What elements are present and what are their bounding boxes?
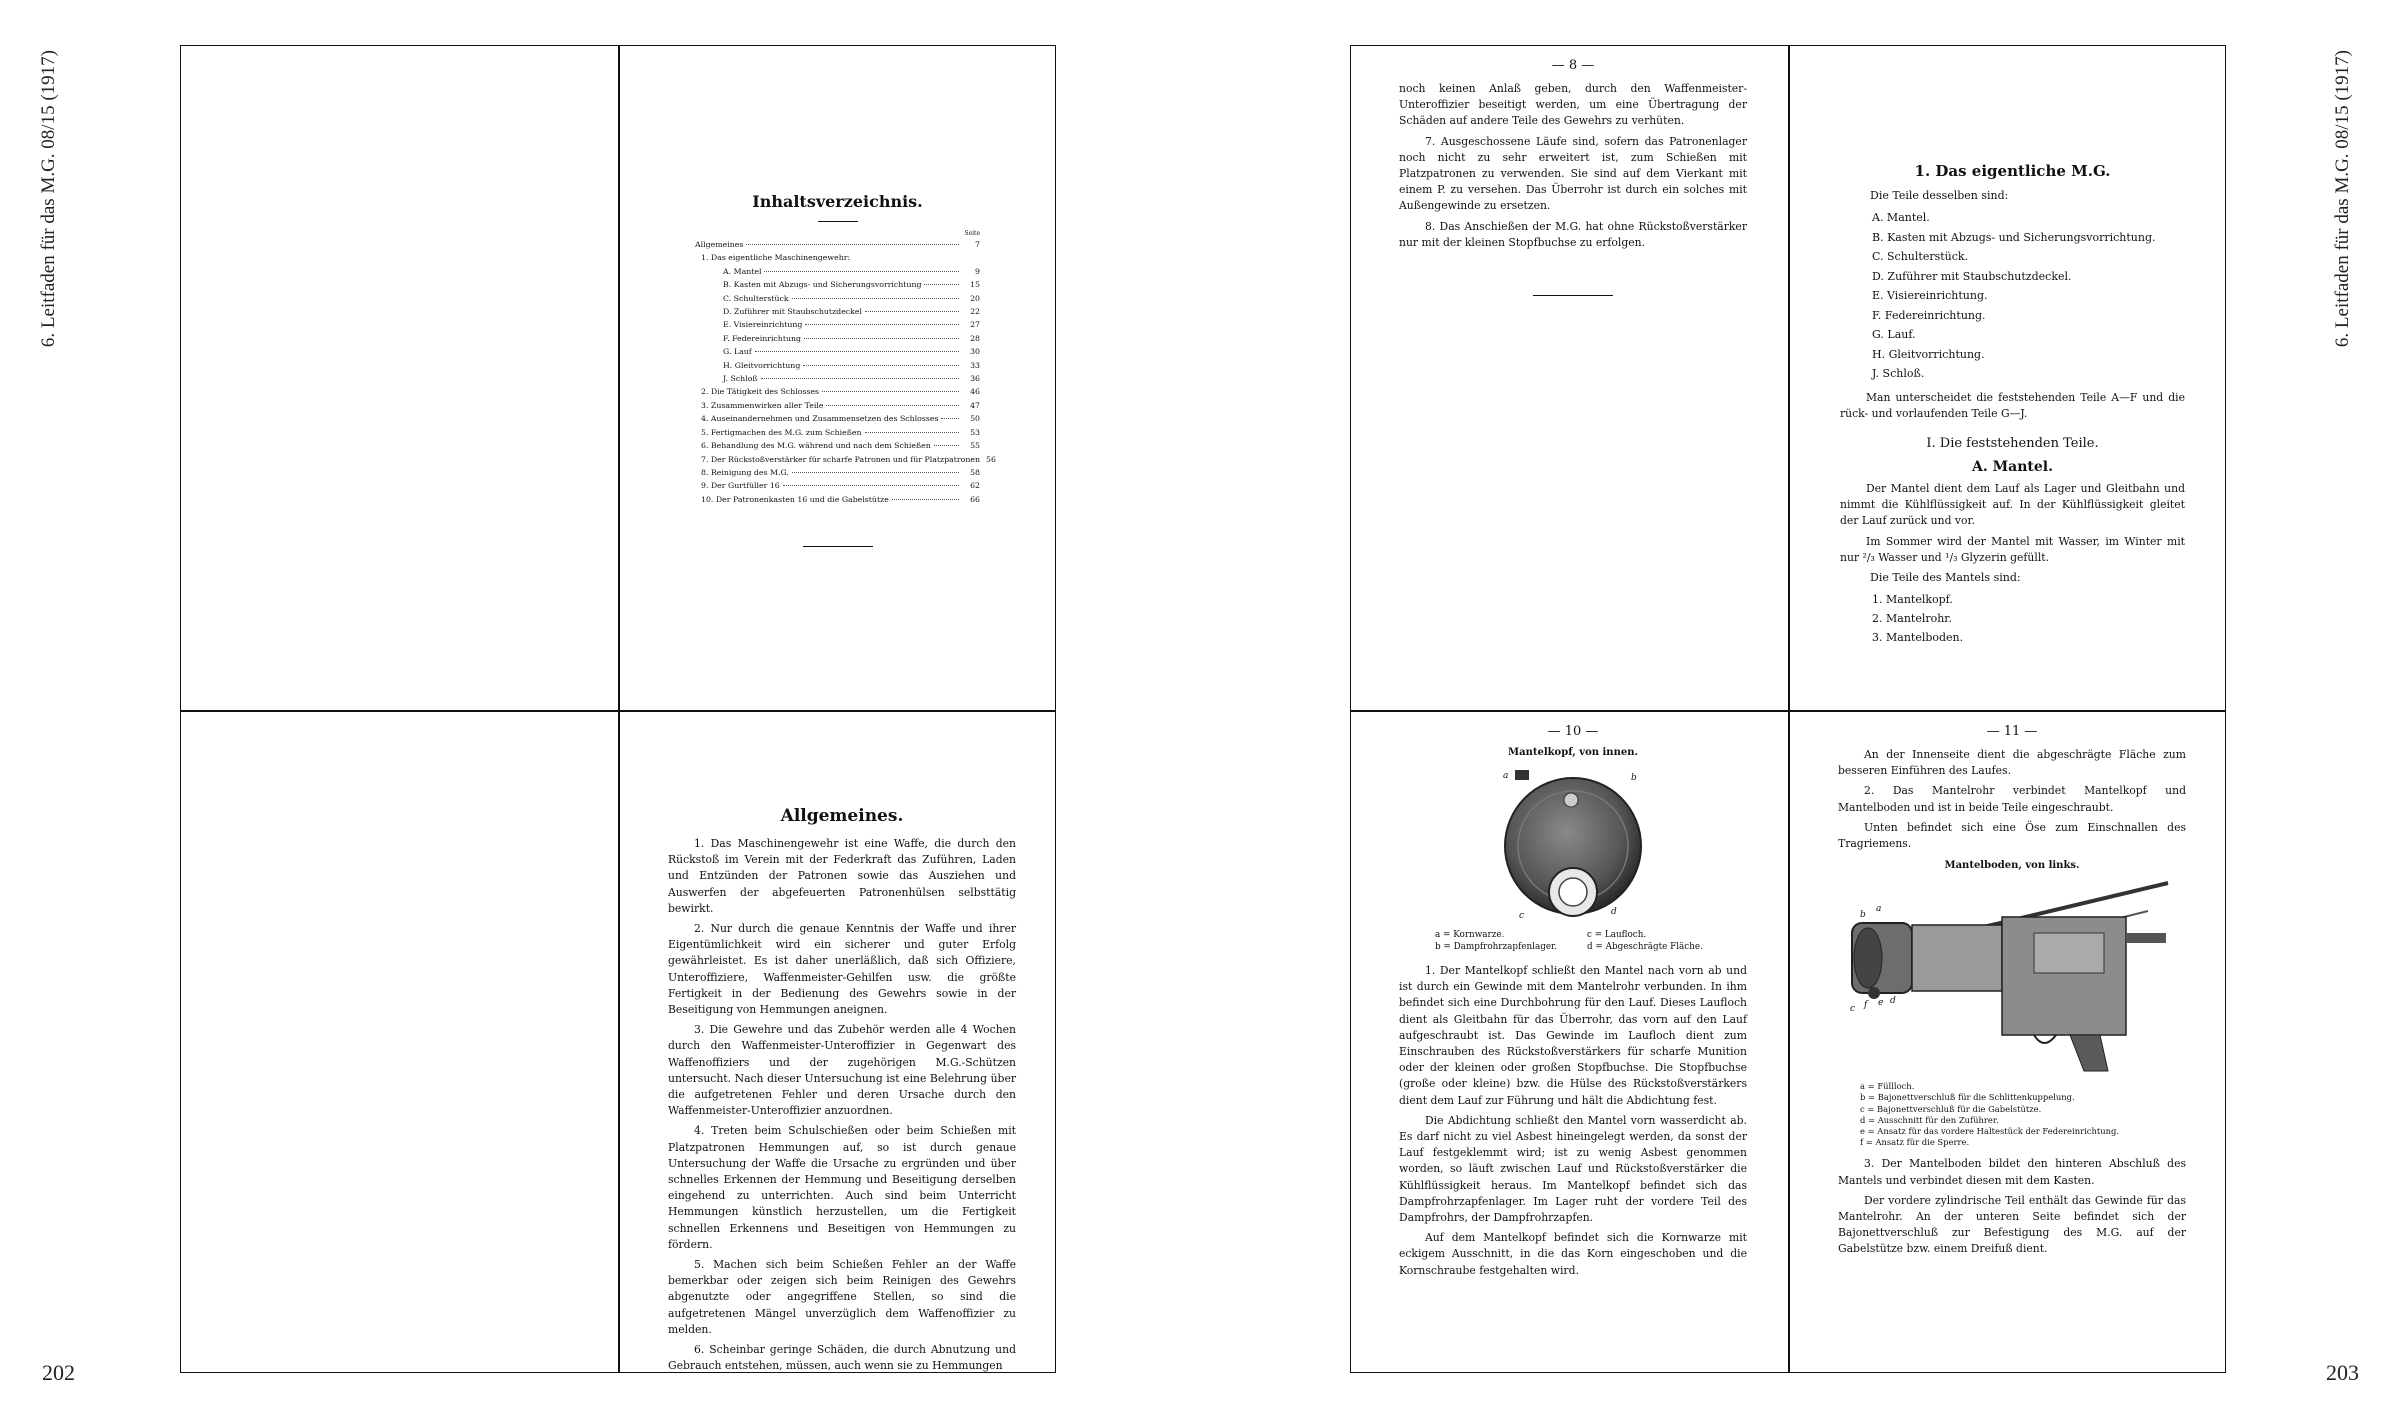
toc-leader-dots: [892, 499, 959, 500]
page-8-para-1: noch keinen Anlaß geben, durch den Waffenmeister-Unteroffizier beseitigt werden, um eine Übertragung der Schäden auf andere Teile des Gewehrs zu verhüten.: [1399, 82, 1747, 128]
page-9-section: I. Die feststehenden Teile.: [1926, 435, 2099, 451]
allgemeines-para-2: 2. Nur durch die genaue Kenntnis der Waffe und ihrer Eigentümlichkeit wird ein sicherer und guter Erfolg gewährleistet. Es ist daher unerläßlich, daß sich Offiziere, Unteroffiziere, Waffenmeister-Gehilfen usw. die größte Fertigkeit in der Bedienung des Gewehrs sowie in der Beseitigung von Hemmungen aneignen.: [668, 922, 1016, 1017]
toc-entry-page: 7: [975, 240, 980, 249]
toc-entry-label: E. Visiereinrichtung: [723, 320, 803, 330]
toc-leader-dots: [761, 378, 959, 379]
part-list-item: C. Schulterstück.: [1872, 250, 1969, 263]
page-11-para-3: Unten befindet sich eine Öse zum Einschnallen des Tragriemens.: [1838, 820, 2186, 851]
page-8-end-rule: [1533, 295, 1613, 296]
figure-legend-item: e = Ansatz für das vordere Haltestück der Federeinrichtung.: [1860, 1126, 2120, 1137]
toc-entry-page: 66: [970, 494, 980, 504]
allgemeines-para-5: 5. Machen sich beim Schießen Fehler an der Waffe bemerkbar oder zeigen sich beim Reinigen des Gewehrs abgenutzte oder angegriffene Stellen, so sind die aufgetretenen Mängel unverzüglich dem Waffenoffizier zu melden.: [668, 1258, 1016, 1336]
page-11-para-1: An der Innenseite dient die abgeschrägte Fläche zum besseren Einführen des Laufes.: [1838, 748, 2186, 778]
part-list-item: G. Lauf.: [1872, 328, 1916, 341]
mantelboden-illustration: [1838, 875, 2186, 1075]
svg-text:c: c: [1519, 911, 1525, 921]
toc-entry-label: Allgemeines: [695, 240, 744, 249]
toc-entry: [695, 359, 980, 372]
figure-legend-item: d = Abgeschrägte Fläche.: [1587, 941, 1703, 952]
folio-left: 202: [42, 1360, 75, 1385]
page-10-figure-title: Mantelkopf, von innen.: [1508, 747, 1638, 758]
toc-entry-page: 56: [986, 454, 996, 464]
toc-entry: [695, 372, 980, 385]
toc-entry: [695, 292, 980, 305]
toc-entry-page: 22: [970, 307, 980, 317]
toc-leader-dots: [804, 338, 959, 339]
toc-entry: [695, 412, 980, 425]
figure-legend-item: c = Laufloch.: [1587, 930, 1647, 940]
toc-bottom-rule: [803, 546, 873, 547]
toc-entry: [695, 385, 980, 398]
page-9-para-1: Der Mantel dient dem Lauf als Lager und Gleitbahn und nimmt die Kühlflüssigkeit auf. In der Kühlflüssigkeit gleitet der Lauf zurück und vor.: [1840, 481, 2185, 528]
svg-text:d: d: [1611, 907, 1617, 917]
toc-entry-page: 50: [970, 414, 980, 424]
right-sheet: [1350, 45, 2226, 1373]
page-10: [1351, 712, 1788, 1375]
svg-text:a: a: [1876, 904, 1882, 915]
toc-entry-label: D. Zuführer mit Staubschutzdeckel: [723, 307, 862, 317]
toc-page: [620, 46, 1057, 709]
toc-list: [695, 230, 996, 506]
toc-entry: [695, 479, 980, 492]
side-title-right-text: 6. Leitfaden für das M.G. 08/15 (1917): [2332, 50, 2353, 348]
page-9-para-2: Im Sommer wird der Mantel mit Wasser, im Winter mit nur ²/₃ Wasser und ¹/₃ Glyzerin gefüllt.: [1840, 534, 2185, 564]
toc-entry-page: 20: [970, 293, 980, 303]
page-8-number: — 8 —: [1551, 58, 1595, 73]
mantel-part-item: 3. Mantelboden.: [1872, 630, 1964, 644]
figure-legend-item: b = Dampfrohrzapfenlager.: [1435, 941, 1558, 952]
toc-entry-page: 27: [970, 320, 980, 330]
toc-leader-dots: [934, 445, 959, 446]
toc-leader-dots: [805, 324, 959, 325]
toc-leader-dots: [783, 485, 959, 486]
toc-entry-page: 15: [970, 280, 980, 290]
side-title-right: [2332, 50, 2362, 350]
toc-entry-label: J. Schloß: [723, 374, 758, 384]
toc-leader-dots: [822, 391, 959, 392]
toc-leader-dots: [746, 244, 959, 245]
toc-title: Inhaltsverzeichnis.: [752, 192, 923, 211]
figure-legend-item: d = Ausschnitt für den Zuführer.: [1860, 1114, 1999, 1125]
toc-leader-dots: [941, 418, 959, 419]
svg-text:e: e: [1878, 998, 1884, 1009]
page-8-para-3: 8. Das Anschießen der M.G. hat ohne Rückstoßverstärker nur mit der kleinen Stopfbuchse zu erfolgen.: [1399, 219, 1747, 249]
page-9-parts-list: [1840, 208, 2185, 384]
toc-leader-dots: [924, 284, 959, 285]
mantelkopf-figure: [1493, 764, 1653, 924]
toc-entry-label: F. Federeinrichtung: [723, 333, 801, 343]
part-list-item: J. Schloß.: [1872, 367, 1925, 380]
toc-entry-label: 8. Reinigung des M.G.: [701, 467, 789, 477]
mantelboden-figure: [1838, 875, 2186, 1075]
part-list-item: E. Visiereinrichtung.: [1872, 289, 1988, 302]
toc-seite-label: Seite: [964, 230, 980, 237]
allgemeines-page: [620, 712, 1057, 1375]
toc-entry-label: B. Kasten mit Abzugs- und Sicherungsvorrichtung: [723, 280, 922, 290]
page-8: [1351, 46, 1788, 709]
toc-leader-dots: [792, 298, 959, 299]
mantel-part-item: 2. Mantelrohr.: [1872, 611, 1952, 625]
page-11-legend: [1838, 1081, 2186, 1148]
toc-entry: [695, 426, 980, 439]
part-list-item: F. Federeinrichtung.: [1872, 308, 1986, 322]
toc-entry-label: 6. Behandlung des M.G. während und nach dem Schießen: [701, 441, 931, 451]
part-list-item: B. Kasten mit Abzugs- und Sicherungsvorrichtung.: [1872, 230, 2156, 244]
toc-entry-page: 53: [970, 427, 980, 437]
toc-entry-page: 55: [970, 441, 980, 451]
figure-legend-item: c = Bajonettverschluß für die Gabelstütze.: [1860, 1103, 2042, 1114]
toc-leader-dots: [803, 365, 959, 366]
toc-leader-dots: [865, 432, 959, 433]
toc-leader-dots: [792, 472, 959, 473]
svg-text:b: b: [1860, 910, 1866, 921]
part-list-item: A. Mantel.: [1872, 211, 1930, 224]
toc-entry-page: 9: [975, 266, 980, 276]
page-10-para-1: 1. Der Mantelkopf schließt den Mantel nach vorn ab und ist durch ein Gewinde mit dem Mantelrohr verbunden. In ihm befindet sich eine Durchbohrung für den Lauf. Dieses Laufloch dient als Gleitbahn für das Überrohr, das vorn auf den Lauf aufgeschraubt ist. Das Gewinde im Laufloch dient zum Einschrauben des Rückstoßverstärkers für scharfe Munition oder der kleinen oder großen Stopfbuchse. Die Stopfbuchse (große oder kleine) bzw. die Hülse des Rückstoßverstärkers dient dem Lauf zur Führung und hält die Abdichtung fest.: [1399, 964, 1747, 1107]
mantel-part-item: 1. Mantelkopf.: [1872, 592, 1953, 606]
page-9-mantel-parts: [1840, 590, 2185, 647]
page-10-para-3: Auf dem Mantelkopf befindet sich die Kornwarze mit eckigem Ausschnitt, in die das Korn eingeschoben und die Kornschraube festgehalten wird.: [1399, 1231, 1747, 1277]
toc-entry-page: 28: [970, 333, 980, 343]
page-10-legend: [1399, 930, 1747, 953]
toc-entry-label: H. Gleitvorrichtung: [723, 360, 801, 370]
toc-entry: [695, 318, 980, 331]
left-sheet: [180, 45, 1056, 1373]
toc-entry-label: G. Lauf: [723, 347, 752, 357]
allgemeines-title: Allgemeines.: [780, 806, 904, 826]
page-11-number: — 11 —: [1986, 724, 2038, 739]
toc-entry-page: 46: [970, 387, 980, 397]
page-8-para-2: 7. Ausgeschossene Läufe sind, sofern das Patronenlager noch nicht zu sehr erweitert ist, zum Schießen mit Platzpatronen zu verwenden. Sie sind auf dem Vierkant mit einem P. zu versehen. Das Überrohr ist durch ein solches mit Außengewinde zu ersetzen.: [1399, 134, 1747, 213]
side-title-left: [38, 50, 68, 350]
page-10-para-2: Die Abdichtung schließt den Mantel vorn wasserdicht ab. Es darf nicht zu viel Asbest hineingelegt werden, da sonst der Lauf festgeklemmt wird; ist zu wenig Asbest genommen worden, so läuft zwischen Lauf und Rückstoßverstärker die Kühlflüssigkeit heraus. Im Mantelkopf befindet sich das Dampfrohrzapfenlager. Im Lager ruht der vordere Teil des Dampfrohrs, der Dampfrohrzapfen.: [1399, 1113, 1747, 1225]
figure-legend-item: a = Füllloch.: [1860, 1081, 1915, 1092]
figure-legend-item: f = Ansatz für die Sperre.: [1860, 1137, 1970, 1148]
page-9-parts-intro: Die Teile des Mantels sind:: [1870, 570, 2021, 584]
page-9-subsection: A. Mantel.: [1972, 458, 2053, 475]
page-9: [1790, 46, 2227, 709]
svg-text:d: d: [1890, 996, 1896, 1007]
page-9-title: 1. Das eigentliche M.G.: [1914, 162, 2111, 180]
allgemeines-para-4: 4. Treten beim Schulschießen oder beim Schießen mit Platzpatronen Hemmungen auf, so ist durch genaue Untersuchung der Waffe die Ursache zu ergründen und über schnelles Erkennen der Hemmung und Beseitigung derselben eingehend zu unterrichten. Auch sind beim Unterricht Hemmungen künstlich herzustellen, um die Fertigkeit schnellen Erkennens und Beseitigen von Hemmungen zu fördern.: [668, 1124, 1016, 1251]
toc-entry: [695, 265, 980, 278]
figure-legend-item: b = Bajonettverschluß für die Schlittenkuppelung.: [1860, 1092, 2075, 1103]
toc-entry-label: 4. Auseinandernehmen und Zusammensetzen des Schlosses: [701, 414, 939, 424]
toc-entry: [695, 305, 980, 318]
toc-entry-label: 7. Der Rückstoßverstärker für scharfe Patronen und für Platzpatronen: [701, 454, 981, 464]
part-list-item: H. Gleitvorrichtung.: [1872, 347, 1985, 361]
folio-right: 203: [2326, 1360, 2359, 1385]
allgemeines-para-6: 6. Scheinbar geringe Schäden, die durch Abnutzung und Gebrauch entstehen, müssen, auch wenn sie zu Hemmungen: [668, 1343, 1016, 1373]
toc-entry: [695, 439, 980, 452]
side-title-left-text: 6. Leitfaden für das M.G. 08/15 (1917): [38, 50, 59, 348]
allgemeines-para-3: 3. Die Gewehre und das Zubehör werden alle 4 Wochen durch den Waffenmeister-Unteroffizier in Gegenwart des Waffenoffiziers und der zugehörigen M.G.-Schützen untersucht. Nach dieser Untersuchung ist eine Belehrung über die aufgetretenen Fehler und deren Ursache durch den Waffenmeister-Unteroffizier anzuordnen.: [668, 1023, 1016, 1118]
blank-page-bottom: [181, 712, 618, 1375]
blank-page-top: [181, 46, 618, 709]
figure-legend-item: a = Kornwarze.: [1435, 930, 1505, 940]
page-9-distinction: Man unterscheidet die feststehenden Teile A—F und die rück- und vorlaufenden Teile G—J.: [1840, 390, 2185, 420]
toc-entry-label: 1. Das eigentliche Maschinengewehr:: [701, 253, 851, 263]
toc-entry-label: 5. Fertigmachen des M.G. zum Schießen: [701, 427, 862, 437]
toc-entry: [695, 493, 980, 506]
svg-text:a: a: [1503, 771, 1509, 781]
part-list-item: D. Zuführer mit Staubschutzdeckel.: [1872, 269, 2072, 283]
toc-entry: [695, 332, 980, 345]
toc-leader-dots: [755, 351, 959, 352]
toc-entry-page: 30: [970, 347, 980, 357]
toc-entry: [695, 345, 980, 358]
page-11-para-5: Der vordere zylindrische Teil enthält das Gewinde für das Mantelrohr. An der unteren Seite befindet sich der Bajonettverschluß zur Befestigung des M.G. auf der Gabelstütze bzw. einem Dreifuß dient.: [1838, 1193, 2186, 1256]
mantelkopf-illustration: [1493, 764, 1653, 924]
toc-entry-page: 33: [970, 360, 980, 370]
toc-entry-page: 62: [970, 481, 980, 491]
page-11-para-2: 2. Das Mantelrohr verbindet Mantelkopf und Mantelboden und ist in beide Teile eingeschraubt.: [1838, 784, 2186, 814]
page-11-para-4: 3. Der Mantelboden bildet den hinteren Abschluß des Mantels und verbindet diesen mit dem Kasten.: [1838, 1157, 2186, 1187]
toc-entry-label: C. Schulterstück: [723, 293, 789, 303]
svg-text:c: c: [1850, 1004, 1856, 1015]
toc-entry-label: 10. Der Patronenkasten 16 und die Gabelstütze: [701, 494, 889, 504]
page-10-number: — 10 —: [1547, 724, 1599, 739]
toc-entry-label: 2. Die Tätigkeit des Schlosses: [701, 387, 820, 397]
toc-entry-page: 47: [970, 400, 980, 410]
toc-title-rule: [818, 221, 858, 222]
toc-entry: [695, 466, 980, 479]
toc-entry: [695, 453, 996, 466]
toc-leader-dots: [865, 311, 959, 312]
page-11-figure-title: Mantelboden, von links.: [1944, 860, 2080, 872]
page-9-intro: Die Teile desselben sind:: [1870, 189, 2009, 202]
toc-entry-label: A. Mantel: [723, 266, 762, 276]
allgemeines-para-1: 1. Das Maschinengewehr ist eine Waffe, die durch den Rückstoß im Verein mit der Federkraft das Zuführen, Laden und Entzünden der Patronen sowie das Ausziehen und Auswerfen der abgefeuerten Patronenhülsen selbsttätig bewirkt.: [668, 837, 1016, 915]
toc-leader-dots: [826, 405, 959, 406]
page-11: [1790, 712, 2227, 1375]
toc-entry: [695, 278, 980, 291]
toc-entry-page: 36: [970, 374, 980, 384]
toc-entry: [695, 251, 980, 264]
toc-entry-page: 58: [970, 467, 980, 477]
toc-entry: [695, 238, 980, 251]
toc-entry: [695, 399, 980, 412]
toc-entry-label: 3. Zusammenwirken aller Teile: [701, 400, 824, 410]
toc-entry-label: 9. Der Gurtfüller 16: [701, 481, 780, 491]
svg-text:b: b: [1631, 773, 1637, 783]
svg-text:f: f: [1864, 1000, 1868, 1011]
toc-leader-dots: [764, 271, 959, 272]
